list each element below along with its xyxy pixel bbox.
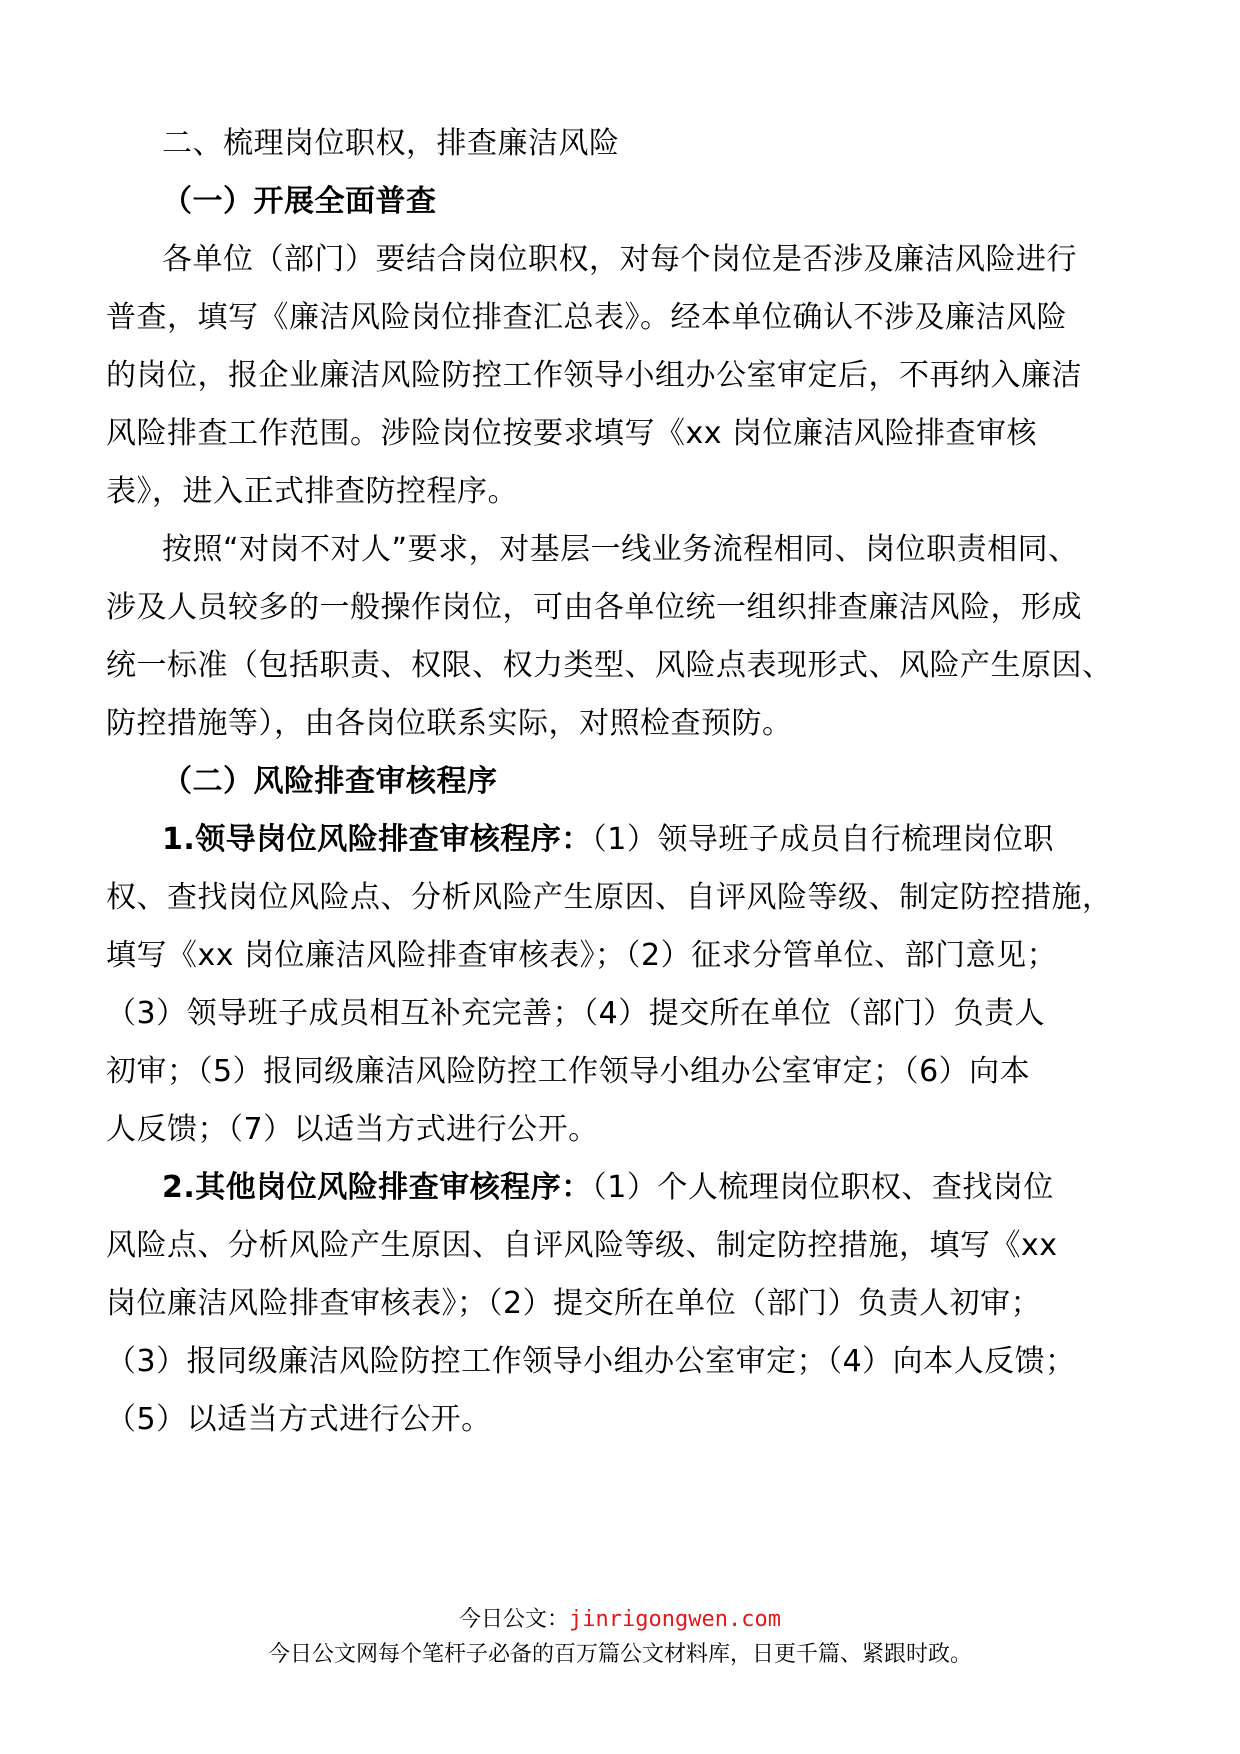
item1-line-1 <box>162 820 1054 860</box>
item2-first-text: （1）个人梳理岗位职权、查找岗位 <box>591 1170 1054 1205</box>
item2-line-4: （3）报同级廉洁风险防控工作领导小组办公室审定；（4）向本人反馈； <box>106 1344 1076 1379</box>
para2-line-2: 涉及人员较多的一般操作岗位，可由各单位统一组织排查廉洁风险，形成 <box>106 590 1082 625</box>
para2-line-4: 防控措施等），由各岗位联系实际，对照检查预防。 <box>106 706 793 741</box>
item2-line-3: 岗位廉洁风险排查审核表》；（2）提交所在单位（部门）负责人初审； <box>106 1286 1042 1321</box>
para1-line-5: 表》，进入正式排查防控程序。 <box>106 474 518 509</box>
para2-line-1: 按照“对岗不对人”要求，对基层一线业务流程相同、岗位职责相同、 <box>162 532 1079 567</box>
footer-label: 今日公文： <box>459 1607 570 1632</box>
footer-link-line <box>0 1605 1240 1635</box>
para2-line-3: 统一标准（包括职责、权限、权力类型、风险点表现形式、风险产生原因、 <box>106 648 1113 683</box>
item1-line-4: （3）领导班子成员相互补充完善；（4）提交所在单位（部门）负责人 <box>106 996 1046 1031</box>
footer-slogan: 今日公文网每个笔杆子必备的百万篇公文材料库，日更千篇、紧跟时政。 <box>267 1642 972 1667</box>
item1-line-5: 初审；（5）报同级廉洁风险防控工作领导小组办公室审定；（6）向本 <box>106 1054 1031 1089</box>
item1-first-text: （1）领导班子成员自行梳理岗位职 <box>591 822 1054 857</box>
item1-line-2: 权、查找岗位风险点、分析风险产生原因、自评风险等级、制定防控措施， <box>106 880 1113 915</box>
item2-label: 2.其他岗位风险排查审核程序： <box>162 1170 592 1205</box>
item2-line-5: （5）以适当方式进行公开。 <box>106 1402 492 1437</box>
item1-label: 1.领导岗位风险排查审核程序： <box>162 822 592 857</box>
item1-line-6: 人反馈；（7）以适当方式进行公开。 <box>106 1112 599 1147</box>
footer-url-link[interactable]: jinrigongwen.com <box>569 1607 781 1632</box>
subheading-2: （二）风险排查审核程序 <box>162 764 498 799</box>
item2-line-2: 风险点、分析风险产生原因、自评风险等级、制定防控措施，填写《xx <box>106 1228 1058 1263</box>
item1-line-3: 填写《xx 岗位廉洁风险排查审核表》；（2）征求分管单位、部门意见； <box>106 938 1058 973</box>
para1-line-4: 风险排查工作范围。涉险岗位按要求填写《xx 岗位廉洁风险排查审核 <box>106 416 1038 451</box>
para1-line-1: 各单位（部门）要结合岗位职权，对每个岗位是否涉及廉洁风险进行 <box>162 242 1077 277</box>
subheading-1: （一）开展全面普查 <box>162 184 437 219</box>
section-title: 二、梳理岗位职权，排查廉洁风险 <box>162 126 620 161</box>
item2-line-1 <box>162 1168 1054 1208</box>
para1-line-2: 普查，填写《廉洁风险岗位排查汇总表》。经本单位确认不涉及廉洁风险 <box>106 300 1067 335</box>
para1-line-3: 的岗位，报企业廉洁风险防控工作领导小组办公室审定后，不再纳入廉洁 <box>106 358 1082 393</box>
